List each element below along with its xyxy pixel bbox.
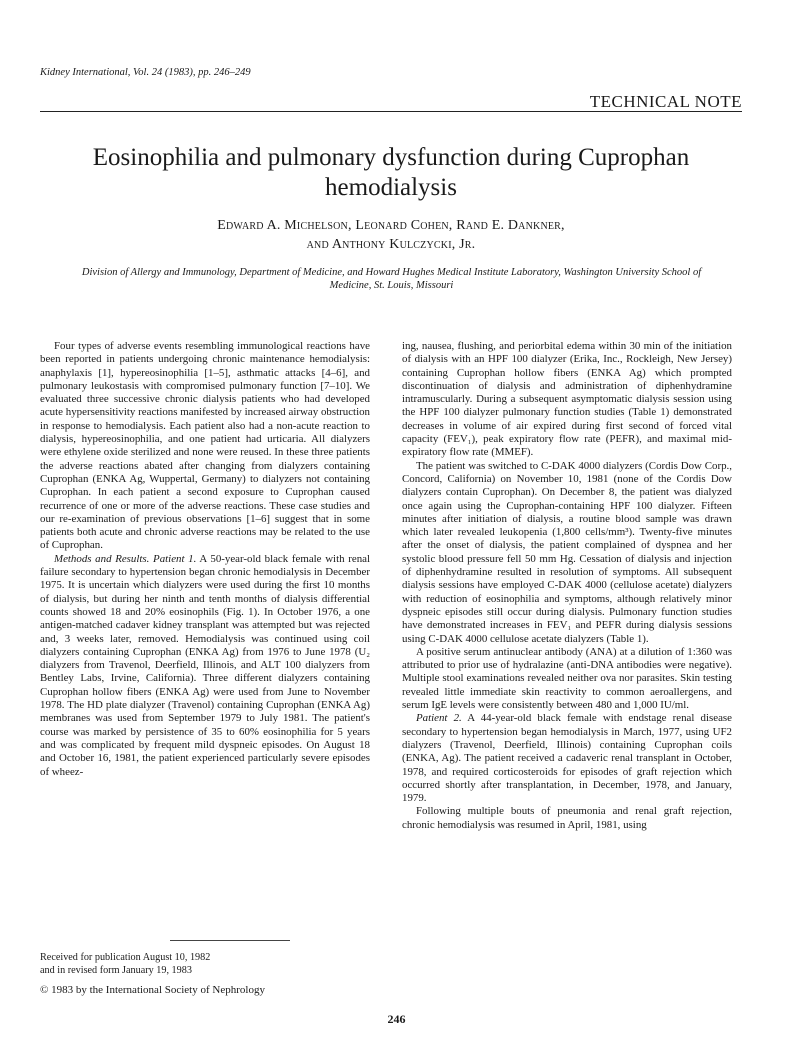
received-date: Received for publication August 10, 1982 [40,952,211,963]
paragraph-text: A 50-year-old black female with renal failure secondary to hypertension began chronic hemodialysis in December 1975. It is uncertain which dialyzers were used during the first 10 months of dialysis, but during her ninth and tenth months of dialysis differential counts showed 18 and 20% eosinophils (Fig. 1). In October 1976, a one antigen-matched cadaver kidney transplant was attempted but was rejected and, 3 weeks later, removed. Hemodialysis was continued using coil dialyzers containing Cuprophan (ENKA Ag) from 1976 to June 1978 (U₂ dialyzers from Travenol, Deerfield, Illinois, and ALT 100 dialyzers from Bentley Labs, Irvine, California). Three different dialyzers containing Cuprophan hollow fibers (ENKA Ag) were used from June to November 1978. The HD plate dialyzer (Travenol) containing Cuprophan (ENKA Ag) membranes was used from September 1979 to July 1981. The patient's course was marked by persistence of 35 to 60% eosinophilia for 5 years and was complicated by frequent mild dyspneic episodes. On August 18 and October 16, 1981, the patient experienced particularly severe episodes of wheez- [40,552,370,778]
journal-citation: Kidney International, Vol. 24 (1983), pp. 246–249 [40,67,251,78]
paragraph [40,553,370,779]
paragraph-text: A positive serum antinuclear antibody (ANA) at a dilution of 1:360 was attributed to prior use of hydralazine (anti-DNA antibodies were negative). Multiple stool examinations revealed neither ova nor parasites. Skin testing revealed little immediate skin reactivity to common aeroallergens, and serum IgE levels were consistently between 480 and 1,000 IU/ml. [402,645,732,712]
authors-line-1: Edward A. Michelson, Leonard Cohen, Rand E. Dankner, [217,218,565,233]
paragraph [40,340,370,553]
author-list [40,216,742,254]
paragraph-lead: Patient 2. [416,712,462,725]
paragraph [402,460,732,646]
paragraph [402,646,732,712]
paragraph-text: Following multiple bouts of pneumonia and renal graft rejection, chronic hemodialysis was resumed in April, 1981, using [402,805,732,831]
right-column [402,340,732,832]
footnote-rule [170,940,290,941]
affiliation: Division of Allergy and Immunology, Department of Medicine, and Howard Hughes Medical Institute Laboratory, Washington University School of Medicine, St. Louis, Missouri [81,267,702,291]
paragraph [402,340,732,460]
page-number: 246 [387,1012,406,1026]
paragraph-text: ing, nausea, flushing, and periorbital edema within 30 min of the initiation of dialysis with an HPF 100 dialyzer (Erika, Inc., Rockleigh, New Jersey) containing Cuprophan hollow fibers (ENKA Ag) which prompted discontinuation of dialysis and administration of diphenhydramine intramuscularly. During a subsequent asymptomatic dialysis session using the HPF 100 dialyzer pulmonary function studies (Table 1) demonstrated decreases in volume of air expired during first second of forced vital capacity (FEV₁), peak expiratory flow rate (PEFR), and maximal mid-expiratory flow rate (MMEF). [402,340,732,459]
footnotes [40,952,370,997]
paragraph-lead: Methods and Results. Patient 1. [54,552,197,565]
paragraph [402,805,732,832]
header-rule [40,111,742,112]
revised-date: and in revised form January 19, 1983 [40,964,192,976]
paragraph [402,712,732,805]
paragraph-text: The patient was switched to C-DAK 4000 dialyzers (Cordis Dow Corp., Concord, California) on November 10, 1981 (none of the Cordis Dow dialyzers contain Cuprophan). On December 8, the patient was dialyzed once again using the Cuprophan-containing HPF 100 dialyzer. Fifteen minutes after initiation of dialysis, a routine blood sample was drawn which later revealed leukopenia (1,800 cells/mm³). Twenty-five minutes after the onset of dialysis, the patient complained of dyspnea and her systolic blood pressure fell 50 mm Hg. Cessation of dialysis and injection of diphenhydramine resulted in resolution of symptoms. All subsequent dialysis sessions have employed C-DAK 4000 (cellulose acetate) dialyzers with reduction of eosinophilia and symptoms, although relatively minor dyspneic episodes still occur during dialysis. Pulmonary function studies have demonstrated increases in FEV₁ and PEFR during dialysis sessions using C-DAK 4000 cellulose acetate dialyzers (Table 1). [402,459,732,645]
article-title: Eosinophilia and pulmonary dysfunction during Cuprophan hemodialysis [92,144,690,201]
left-column [40,340,370,779]
paragraph-text: A 44-year-old black female with endstage renal disease secondary to hypertension began hemodialysis in March, 1977, using UF2 dialyzers (Travenol, Deerfield, Illinois) containing Cuprophan coils (ENKA, Ag). The patient received a cadaveric renal transplant in October, 1978, and required corticosteroids for episodes of graft rejection which occurred shortly after transplantation, in December, 1978, and January, 1979. [402,712,732,805]
authors-line-2: and Anthony Kulczycki, Jr. [306,237,476,252]
section-label: TECHNICAL NOTE [589,92,742,111]
paragraph-text: Four types of adverse events resembling immunological reactions have been reported in patients undergoing chronic maintenance hemodialysis: anaphylaxis [1], hypereosinophilia [1–5], asthmatic attacks [4–6], and pulmonary leukostasis with compromised pulmonary function [7–10]. We evaluated three successive chronic dialysis patients who had developed acute hypersensitivity reactions manifested by increased airway obstruction in response to hemodialysis. Each patient also had a non-acute reaction to dialysis, hypereosinophilia, and one patient had urticaria. All dialyzers were ethylene oxide sterilized and none were reused. In these three patients the adverse reactions abated after changing from dialyzers containing Cuprophan (ENKA Ag, Wuppertal, Germany) to dialyzers not containing Cuprophan. In each patient a second exposure to Cuprophan caused recurrence of one or more of the adverse reactions. These case studies and our re-examination of previous observations [1–6] suggest that in some patients both acute and chronic adverse reactions may be related to the use of Cuprophan. [40,340,370,552]
copyright-notice: © 1983 by the International Society of Nephrology [40,984,265,996]
